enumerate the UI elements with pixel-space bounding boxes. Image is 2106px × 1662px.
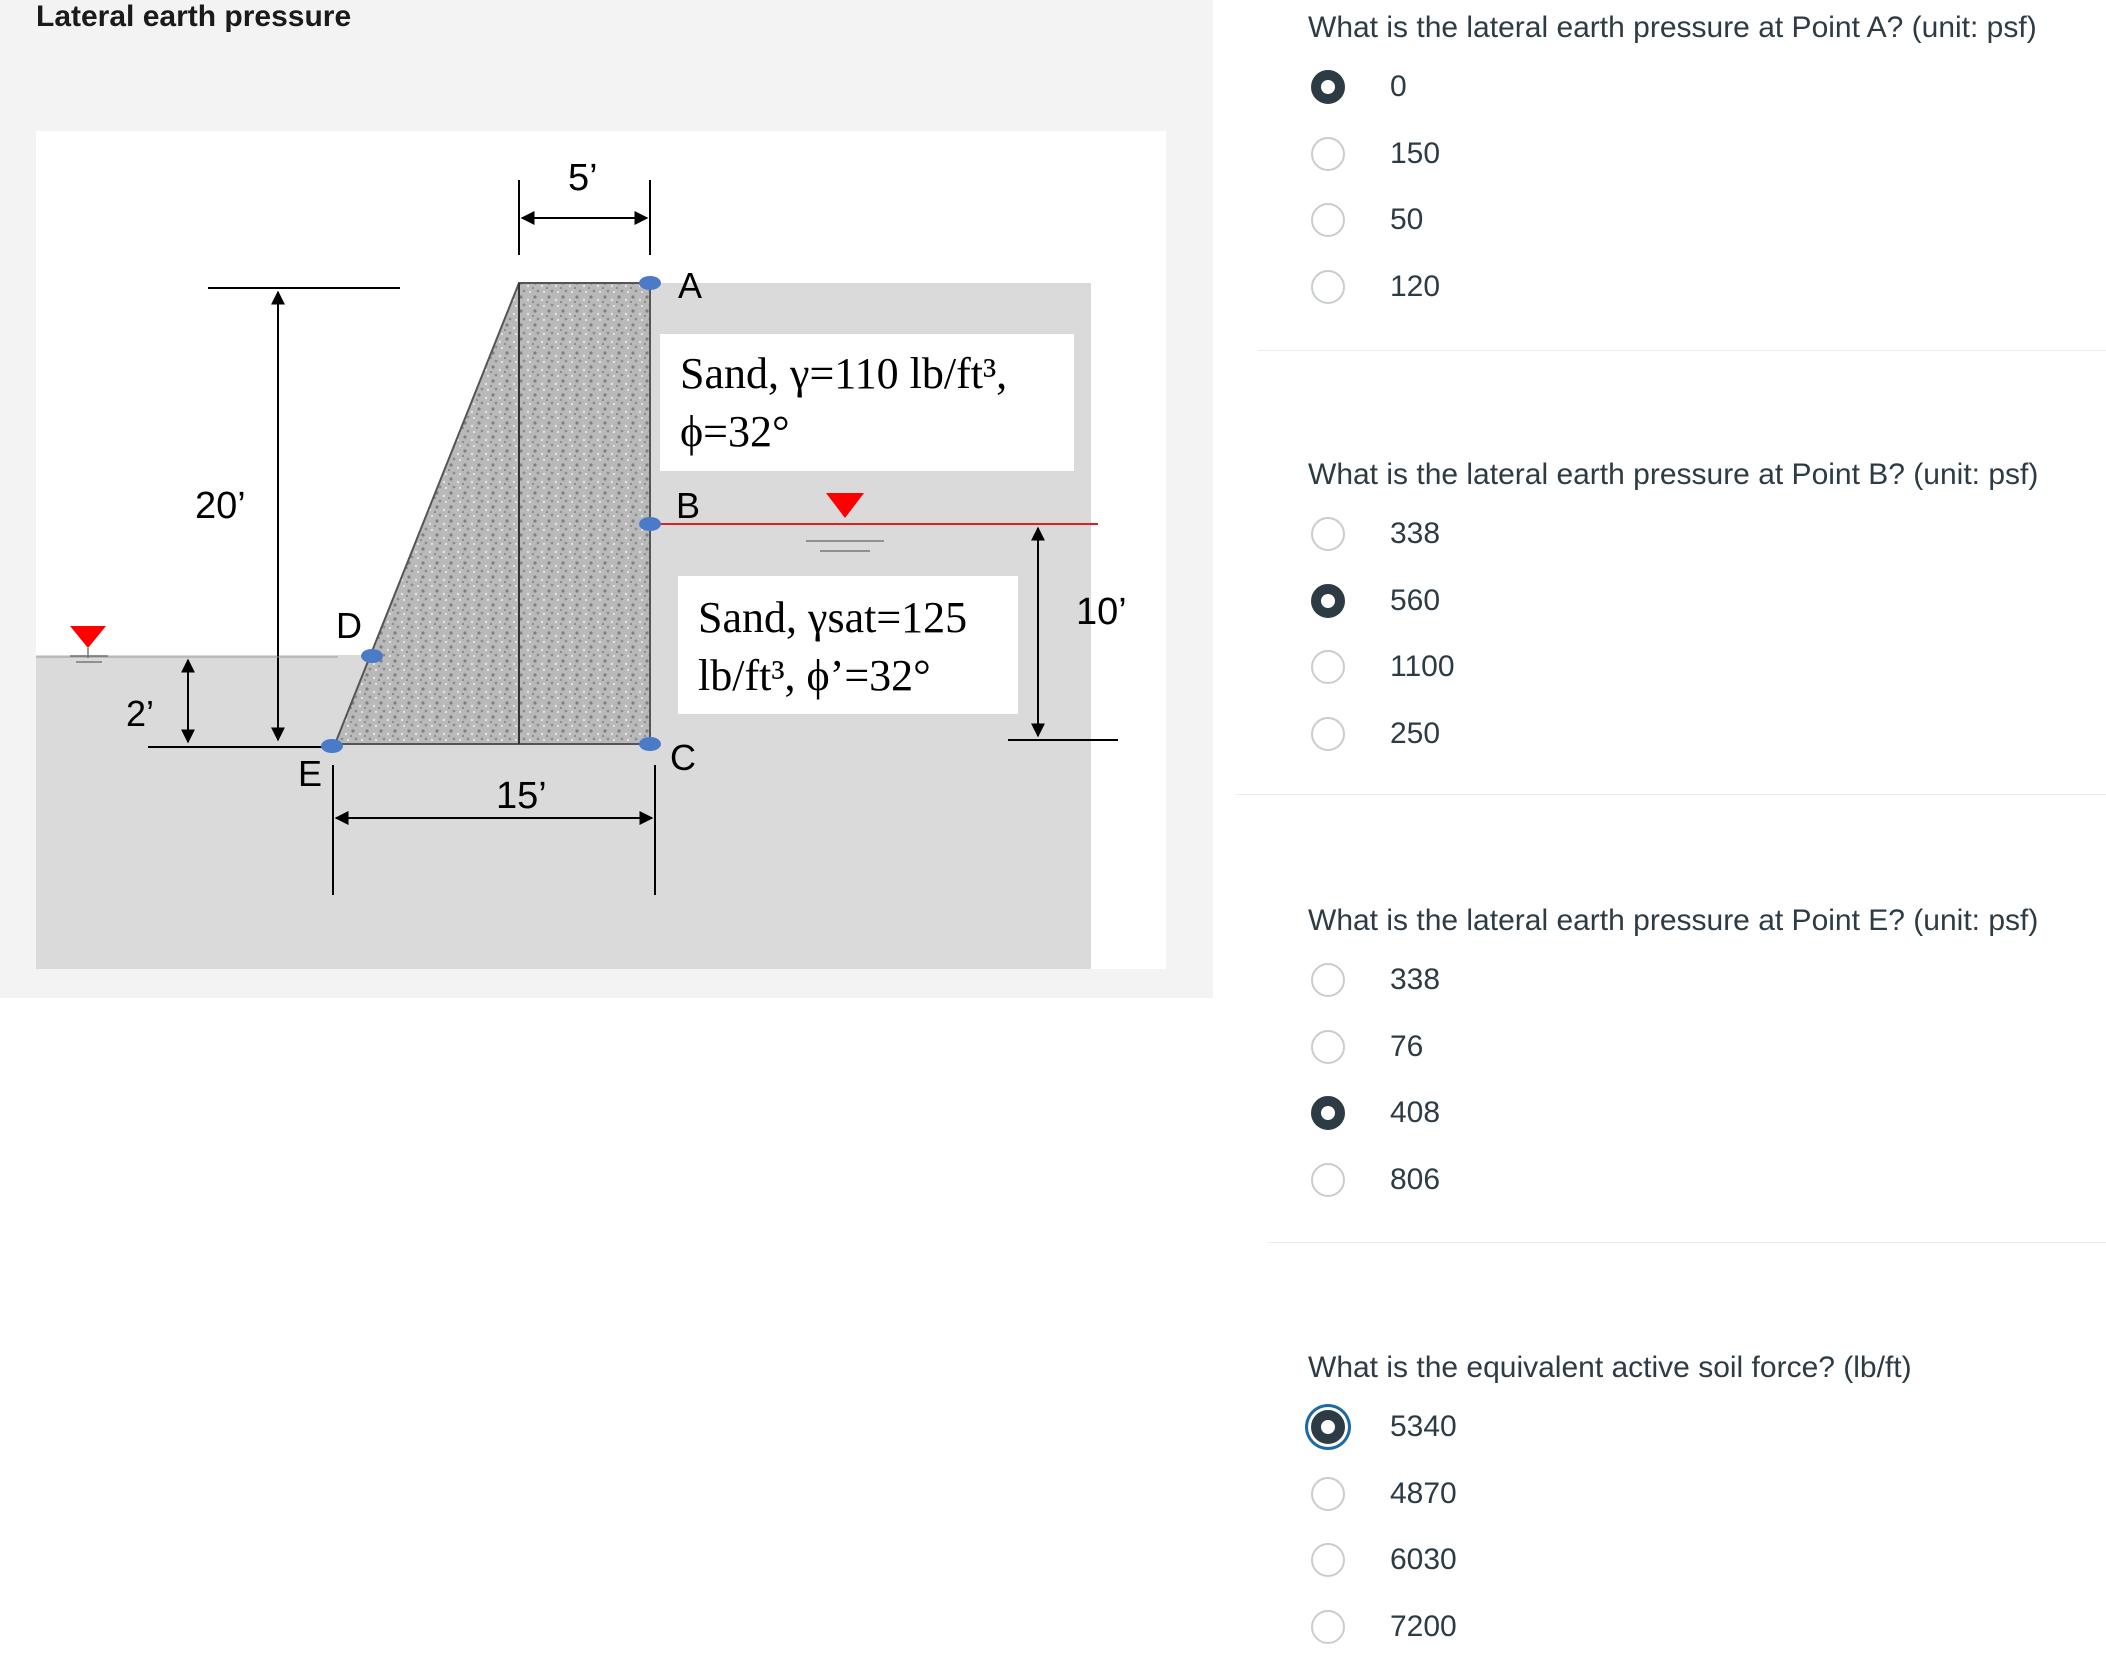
dimension-left-water: 2’ xyxy=(126,693,155,734)
radio-button[interactable] xyxy=(1311,1477,1345,1511)
option-label: 120 xyxy=(1390,269,1441,303)
option-label: 6030 xyxy=(1390,1543,1457,1577)
point-d-marker xyxy=(361,649,383,663)
option-label: 7200 xyxy=(1390,1609,1457,1643)
question-active-force xyxy=(1308,1342,2088,1660)
radio-button[interactable] xyxy=(1311,1543,1345,1577)
question-point-e xyxy=(1308,895,2088,1213)
question-text: What is the lateral earth pressure at Point A? (unit: psf) xyxy=(1308,11,2037,44)
radio-button-selected[interactable] xyxy=(1311,584,1345,618)
dimension-bottom: 15’ xyxy=(496,775,547,817)
point-e-label: E xyxy=(298,753,323,794)
lower-soil-line1: Sand, γsat=125 xyxy=(698,593,968,642)
answer-option[interactable] xyxy=(1308,568,2088,635)
answer-option[interactable] xyxy=(1308,54,2088,121)
radio-button[interactable] xyxy=(1311,963,1345,997)
option-label: 150 xyxy=(1390,136,1441,170)
answer-option[interactable] xyxy=(1308,701,2088,768)
option-label: 1100 xyxy=(1390,650,1455,684)
dimension-height: 20’ xyxy=(195,485,246,527)
point-b-label: B xyxy=(676,485,701,526)
point-c-marker xyxy=(639,737,661,751)
point-e-marker xyxy=(321,739,343,753)
question-divider xyxy=(1258,350,2106,351)
option-label: 4870 xyxy=(1390,1476,1457,1510)
radio-button[interactable] xyxy=(1311,203,1345,237)
answer-option[interactable] xyxy=(1308,1080,2088,1147)
answer-option[interactable] xyxy=(1308,1594,2088,1661)
question-divider xyxy=(1236,794,2106,795)
question-point-b xyxy=(1308,449,2088,767)
radio-button[interactable] xyxy=(1311,650,1345,684)
question-divider xyxy=(1268,1242,2106,1243)
answer-option[interactable] xyxy=(1308,947,2088,1014)
radio-button-selected[interactable] xyxy=(1311,1096,1345,1130)
question-text: What is the lateral earth pressure at Point E? (unit: psf) xyxy=(1308,904,2039,937)
radio-button-selected[interactable] xyxy=(1311,70,1345,104)
answer-option[interactable] xyxy=(1308,1461,2088,1528)
option-label: 560 xyxy=(1390,583,1441,617)
answer-option[interactable] xyxy=(1308,254,2088,321)
option-label: 338 xyxy=(1390,517,1441,551)
point-a-label: A xyxy=(678,265,703,306)
option-label: 338 xyxy=(1390,963,1441,997)
radio-button[interactable] xyxy=(1311,1610,1345,1644)
lower-soil-line2: lb/ft³, ϕ’=32° xyxy=(698,651,931,700)
question-point-a xyxy=(1308,2,2088,320)
answer-option[interactable] xyxy=(1308,1527,2088,1594)
radio-button[interactable] xyxy=(1311,517,1345,551)
answer-option[interactable] xyxy=(1308,1147,2088,1214)
answer-option[interactable] xyxy=(1308,1014,2088,1081)
point-c-label: C xyxy=(670,737,696,778)
answer-option[interactable] xyxy=(1308,634,2088,701)
upper-soil-line2: ϕ=32° xyxy=(680,407,790,456)
option-label: 5340 xyxy=(1390,1410,1457,1444)
radio-button[interactable] xyxy=(1311,1030,1345,1064)
retaining-wall-diagram xyxy=(0,0,1213,998)
page-title: Lateral earth pressure xyxy=(36,0,352,33)
upper-soil-line1: Sand, γ=110 lb/ft³, xyxy=(680,349,1008,398)
option-label: 806 xyxy=(1390,1162,1441,1196)
radio-button[interactable] xyxy=(1311,270,1345,304)
option-label: 50 xyxy=(1390,203,1424,237)
radio-button[interactable] xyxy=(1311,137,1345,171)
option-label: 0 xyxy=(1390,70,1407,104)
answer-option[interactable] xyxy=(1308,187,2088,254)
radio-button[interactable] xyxy=(1311,1163,1345,1197)
point-b-marker xyxy=(639,517,661,531)
question-text: What is the equivalent active soil force? (lb/ft) xyxy=(1308,1351,1912,1384)
point-d-label: D xyxy=(336,605,362,646)
point-a-marker xyxy=(639,276,661,290)
option-label: 408 xyxy=(1390,1096,1441,1130)
radio-button[interactable] xyxy=(1311,717,1345,751)
dimension-top: 5’ xyxy=(568,157,598,199)
dimension-right-water: 10’ xyxy=(1076,591,1127,633)
answer-option[interactable] xyxy=(1308,1394,2088,1461)
question-text: What is the lateral earth pressure at Point B? (unit: psf) xyxy=(1308,458,2039,491)
answer-option[interactable] xyxy=(1308,501,2088,568)
option-label: 250 xyxy=(1390,716,1441,750)
answer-option[interactable] xyxy=(1308,121,2088,188)
option-label: 76 xyxy=(1390,1029,1424,1063)
radio-button-selected[interactable] xyxy=(1311,1410,1345,1444)
